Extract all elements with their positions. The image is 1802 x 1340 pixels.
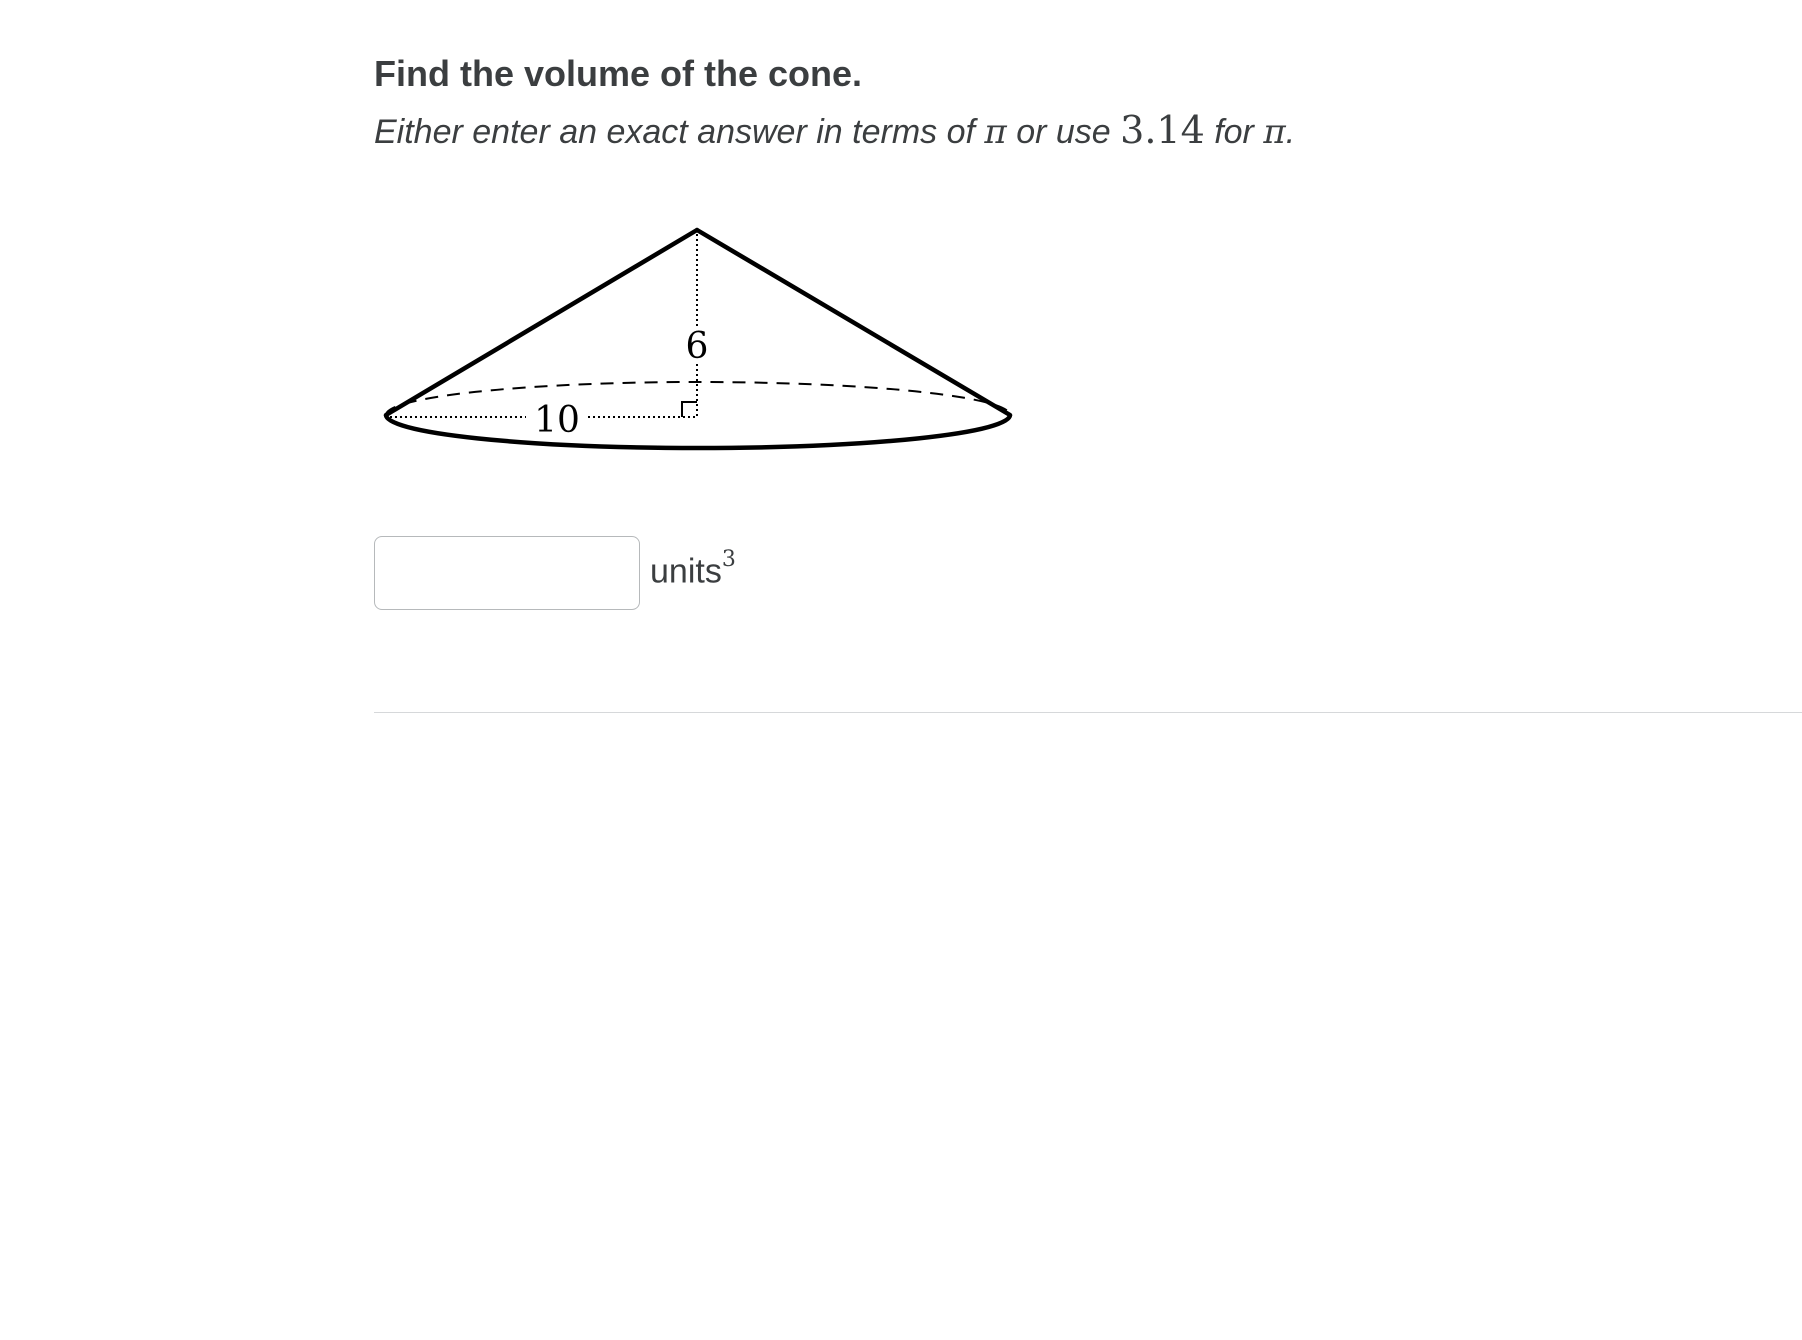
unit-label bbox=[650, 547, 736, 591]
section-divider bbox=[374, 712, 1802, 713]
instructions-text-4: . bbox=[1285, 113, 1296, 151]
answer-row bbox=[374, 535, 736, 611]
instructions-text-3: for bbox=[1204, 113, 1264, 151]
radius-label: 10 bbox=[534, 400, 580, 441]
question-title: Find the volume of the cone. bbox=[374, 53, 863, 94]
pi-symbol: π bbox=[984, 112, 1007, 152]
unit-exponent: 3 bbox=[721, 547, 736, 573]
unit-text: units bbox=[650, 552, 722, 591]
instructions-text-1: Either enter an exact answer in terms of bbox=[374, 113, 985, 151]
cone-base-front-edge bbox=[386, 415, 1010, 448]
cone-diagram bbox=[370, 210, 1020, 470]
height-label: 6 bbox=[685, 326, 709, 367]
approx-pi-value: 3.14 bbox=[1120, 108, 1205, 152]
right-angle-marker bbox=[682, 402, 697, 417]
answer-input[interactable] bbox=[374, 536, 640, 610]
pi-symbol-2: π bbox=[1263, 112, 1286, 152]
question-instructions bbox=[374, 106, 1295, 156]
instructions-text-2: or use bbox=[1006, 113, 1121, 151]
